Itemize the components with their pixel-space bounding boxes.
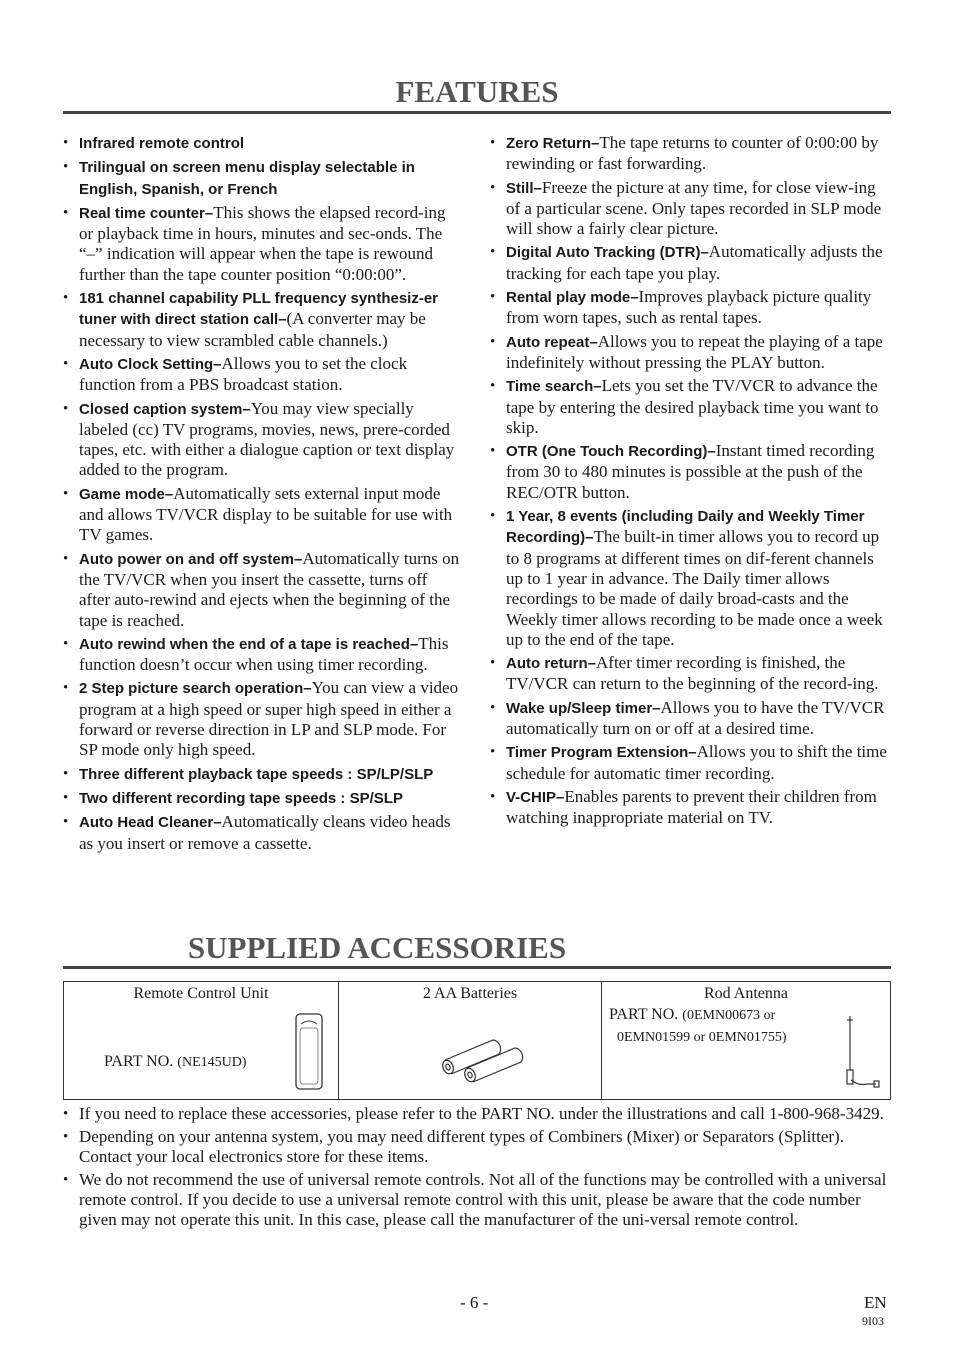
note-item: • If you need to replace these accessories, please refer to the PART NO. under the illustrations and call 1-800-968-3429. xyxy=(63,1104,891,1124)
note-item: • We do not recommend the use of universal remote controls. Not all of the functions may be controlled with a universal remote control. If you decide to use a universal remote control with this unit, please be aware that the code number given may not operate this unit. In this case, please call the manufacturer of the uni-versal remote control. xyxy=(63,1170,891,1230)
feature-item xyxy=(63,133,461,154)
feature-item xyxy=(490,178,892,240)
accessory-batteries-cell xyxy=(339,982,602,1100)
feature-item xyxy=(63,812,461,854)
feature-item xyxy=(490,698,892,740)
feature-item xyxy=(63,764,461,785)
feature-item xyxy=(490,506,892,650)
feature-description: The tape returns to counter of 0:00:00 by rewinding or fast forwarding. xyxy=(506,133,879,174)
accessories-heading: SUPPLIED ACCESSORIES xyxy=(187,930,567,965)
feature-description: Automatically cleans video heads as you insert or remove a cassette. xyxy=(79,812,451,853)
feature-name: 181 channel capability PLL frequency synthesiz-er tuner with direct station call– xyxy=(79,290,439,329)
feature-name: Zero Return– xyxy=(506,135,600,152)
feature-item xyxy=(490,133,892,175)
feature-description: Automatically adjusts the tracking for each tape you play. xyxy=(506,242,883,283)
accessories-rule xyxy=(63,966,891,969)
feature-item xyxy=(63,788,461,809)
feature-name: Trilingual on screen menu display selectable in English, Spanish, or French xyxy=(79,159,415,198)
feature-name: Auto Head Cleaner– xyxy=(79,814,222,832)
feature-name: Two different recording tape speeds : SP/SLP xyxy=(79,789,403,807)
features-heading: FEATURES xyxy=(395,74,559,109)
accessory-remote-part xyxy=(104,1053,247,1071)
feature-item xyxy=(63,354,461,396)
feature-description: Allows you to shift the time schedule for automatic timer recording. xyxy=(506,742,887,783)
feature-description: Enables parents to prevent their children from watching inappropriate material on TV. xyxy=(506,786,877,828)
feature-description: You can view a video program at a high speed or super high speed in either a forward or reverse direction in LP and SLP mode. For SP mode only high speed. xyxy=(79,678,459,760)
accessory-antenna-part xyxy=(609,1006,775,1024)
feature-name: Real time counter– xyxy=(79,204,214,222)
feature-item xyxy=(63,484,461,546)
feature-description: This shows the elapsed record-ing or playback time in hours, minutes and sec-onds. The “–” indication will appear when the tape is rewound further than the tape counter position “0:00:00”. xyxy=(79,202,446,284)
rod-antenna-icon xyxy=(838,1012,884,1092)
features-right-column xyxy=(490,133,892,832)
feature-name: Auto repeat– xyxy=(506,333,598,351)
part-label: PART NO. xyxy=(104,1053,174,1070)
feature-item xyxy=(63,549,461,631)
feature-item xyxy=(63,157,461,200)
feature-item xyxy=(490,242,892,284)
feature-description: Automatically turns on the TV/VCR when you insert the cassette, turns off after auto-rewind and ejects when the beginning of the tape is reached. xyxy=(79,548,460,630)
feature-name: Auto Clock Setting– xyxy=(79,355,222,373)
feature-name: Still– xyxy=(506,179,542,197)
features-right-list xyxy=(490,133,892,829)
feature-description: Allows you to repeat the playing of a tape indefinitely without pressing the PLAY button. xyxy=(506,331,883,372)
document-code: 9I03 xyxy=(862,1314,884,1328)
accessory-notes xyxy=(63,1104,891,1233)
feature-item xyxy=(63,203,461,285)
feature-name: Auto rewind when the end of a tape is reached– xyxy=(79,635,419,653)
feature-description: You may view specially labeled (cc) TV programs, movies, news, prere-corded tapes, etc. with either a dialogue caption or text display added to the program. xyxy=(79,398,455,480)
accessory-remote-name: Remote Control Unit xyxy=(133,985,269,1002)
feature-description: Lets you set the TV/VCR to advance the tape by entering the desired playback time you want to skip. xyxy=(506,376,879,437)
feature-name: Wake up/Sleep timer– xyxy=(506,699,661,717)
feature-name: Time search– xyxy=(506,378,602,396)
page-number: - 6 - xyxy=(460,1293,489,1312)
accessories-table xyxy=(63,981,891,1100)
feature-description: Instant timed recording from 30 to 480 minutes is possible at the push of the REC/OTR button. xyxy=(506,441,875,502)
feature-name: 2 Step picture search operation– xyxy=(79,680,312,698)
feature-item xyxy=(490,332,892,374)
feature-description: Automatically sets external input mode and allows TV/VCR display to be suitable for use with TV games. xyxy=(79,483,453,545)
feature-description: Allows you to set the clock function from a PBS broadcast station. xyxy=(79,353,408,395)
feature-name: Three different playback tape speeds : SP/LP/SLP xyxy=(79,765,434,783)
accessory-remote-cell xyxy=(64,982,339,1100)
feature-item xyxy=(490,742,892,784)
language-code: EN xyxy=(864,1293,887,1312)
feature-item xyxy=(490,653,892,695)
feature-name: 1 Year, 8 events (including Daily and Weekly Timer Recording)– xyxy=(506,508,865,547)
feature-description: (A converter may be necessary to view scrambled cable channels.) xyxy=(79,309,426,350)
feature-description: This function doesn’t occur when using timer recording. xyxy=(79,633,449,675)
feature-item xyxy=(63,634,461,676)
features-rule xyxy=(63,111,891,114)
feature-description: Allows you to have the TV/VCR automatically turn on or off at a desired time. xyxy=(506,697,885,739)
batteries-icon xyxy=(437,1034,527,1084)
feature-name: Auto return– xyxy=(506,655,596,673)
feature-item xyxy=(490,441,892,503)
feature-description: The built-in timer allows you to record up to 8 programs at different times on dif-ferent channels up to 1 year in advance. The Daily timer allows recordings to be made of daily broad-casts and the Weekly timer allows recording to be made once a week up to the end of the tape. xyxy=(506,527,883,649)
feature-name: Timer Program Extension– xyxy=(506,744,697,762)
part-number: (NE145UD) xyxy=(177,1055,247,1070)
remote-control-icon xyxy=(292,1012,326,1092)
feature-item xyxy=(490,376,892,438)
feature-name: Game mode– xyxy=(79,485,174,503)
feature-name: Digital Auto Tracking (DTR)– xyxy=(506,244,709,262)
feature-name: Infrared remote control xyxy=(79,135,245,152)
feature-item xyxy=(63,678,461,760)
accessory-antenna-part-cont: 0EMN01599 or 0EMN01755) xyxy=(617,1030,787,1045)
accessory-batteries-name: 2 AA Batteries xyxy=(422,985,518,1002)
feature-item xyxy=(490,287,892,329)
feature-description: Freeze the picture at any time, for close view-ing of a particular scene. Only tapes recorded in SLP mode will show a fairly clear picture. xyxy=(506,177,882,239)
accessory-antenna-name: Rod Antenna xyxy=(704,985,788,1002)
feature-item xyxy=(63,288,461,351)
features-left-column xyxy=(63,133,461,857)
feature-name: Auto power on and off system– xyxy=(79,550,303,568)
feature-name: Closed caption system– xyxy=(79,400,251,418)
feature-description: After timer recording is finished, the TV/VCR can return to the beginning of the record-ing. xyxy=(506,653,879,694)
accessory-antenna-cell xyxy=(602,982,891,1100)
feature-item xyxy=(490,787,892,829)
note-item: • Depending on your antenna system, you may need different types of Combiners (Mixer) or Separators (Splitter). Contact your local electronics store for these items. xyxy=(63,1127,891,1167)
part-label: PART NO. xyxy=(609,1006,679,1023)
feature-name: OTR (One Touch Recording)– xyxy=(506,443,716,461)
part-number: (0EMN00673 or xyxy=(682,1008,776,1023)
feature-item xyxy=(63,399,461,481)
features-left-list xyxy=(63,133,461,854)
feature-name: Rental play mode– xyxy=(506,289,639,307)
feature-description: Improves playback picture quality from worn tapes, such as rental tapes. xyxy=(506,287,872,328)
feature-name: V-CHIP– xyxy=(506,788,565,806)
